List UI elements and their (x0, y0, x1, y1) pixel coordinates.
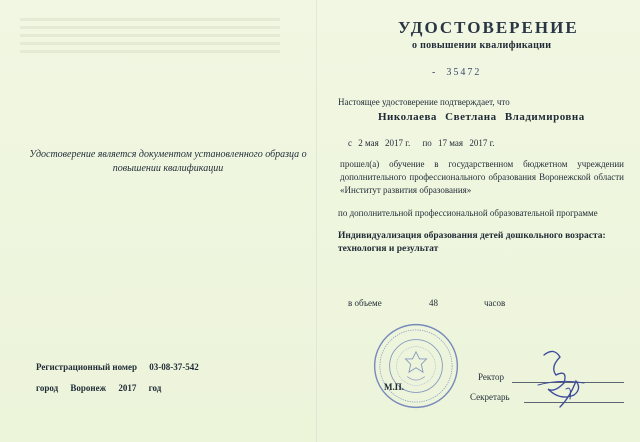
city-year: 2017 (118, 383, 137, 393)
rector-label: Ректор (478, 372, 504, 382)
handwritten-signature (530, 345, 590, 415)
left-note: Удостоверение является документом установленного образца о повышении квалификации (29, 149, 307, 174)
volume-hours: 48 (429, 298, 438, 308)
certificate-subtitle: о повышении квалификации (412, 40, 552, 51)
certificate-number (432, 67, 481, 78)
volume-line (348, 298, 506, 308)
stamp-label: М.П. (384, 382, 404, 392)
registration-line (36, 362, 199, 372)
number-dash: - (432, 67, 447, 78)
period-to-year: 2017 г. (469, 138, 495, 148)
registration-number: 03-08-37-542 (149, 362, 199, 372)
program-text: по дополнительной профессиональной образовательной программе (338, 208, 598, 218)
period-from-year: 2017 г. (385, 138, 411, 148)
period-to-day: 17 мая (438, 138, 464, 148)
registration-label: Регистрационный номер (36, 362, 138, 372)
period-from-prefix: с (348, 138, 352, 148)
training-period (348, 138, 499, 148)
secretary-label: Секретарь (470, 392, 510, 402)
city-value: Воронеж (70, 383, 107, 393)
confirm-text: Настоящее удостоверение подтверждает, что (338, 97, 510, 107)
page-fold (316, 0, 318, 442)
city-label: город (36, 383, 59, 393)
volume-unit: часов (484, 298, 506, 308)
person-full-name: Николаева Светлана Владимировна (378, 111, 585, 123)
period-from-day: 2 мая (358, 138, 379, 148)
city-year-suffix: год (148, 383, 162, 393)
certificate-title: УДОСТОВЕРЕНИЕ (398, 18, 579, 37)
course-name: Индивидуализация образования детей дошкольного возраста: технология и результат (338, 231, 606, 254)
volume-label: в объеме (348, 298, 382, 308)
city-line (36, 383, 161, 393)
certificate-number-value: 35472 (446, 67, 482, 78)
training-text: прошел(а) обучение в государственном бюджетном учреждении дополнительного профессионального образования Воронежской области «Институт развития образования» (340, 159, 624, 195)
faint-background-print (20, 18, 280, 54)
official-seal-stamp (372, 322, 460, 410)
period-to-prefix: по (422, 138, 432, 148)
